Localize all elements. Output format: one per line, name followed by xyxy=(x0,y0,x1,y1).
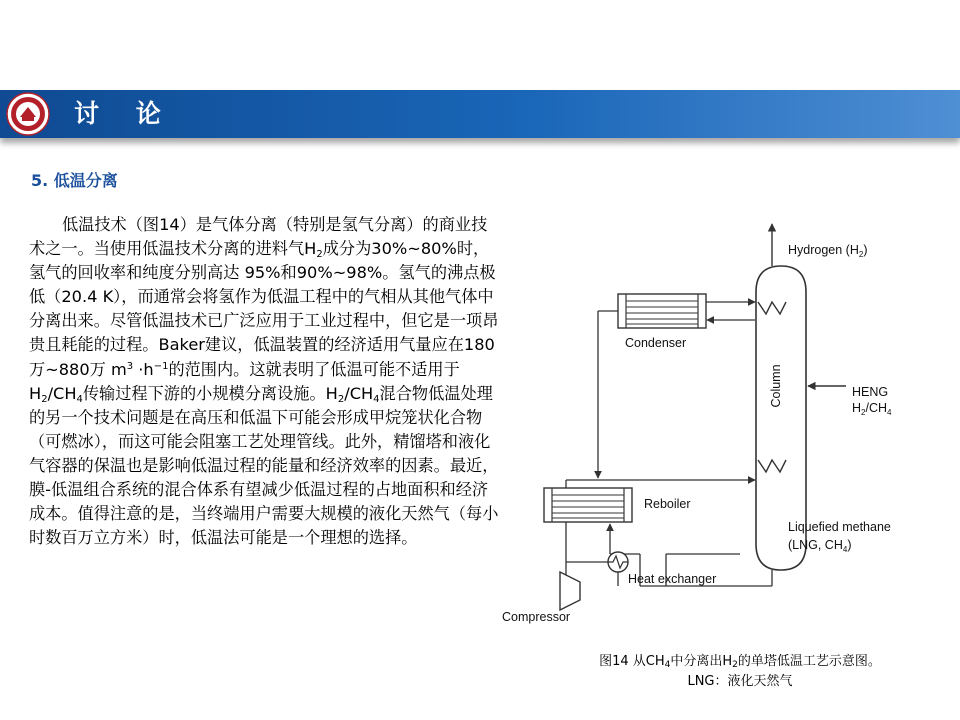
figure-caption xyxy=(540,652,940,692)
column-tray-bottom xyxy=(758,460,786,472)
heng-label: HENG xyxy=(852,385,889,399)
body-paragraph xyxy=(29,213,503,550)
reboiler-label: Reboiler xyxy=(644,497,691,511)
body-subscript: 2 xyxy=(41,393,48,405)
condenser xyxy=(618,294,706,328)
body-text-part: 低温技术（图14）是气体分离（特别是氢气分离）的商业技术之一。当使用低温技术分离的进料气H xyxy=(29,215,488,259)
body-text-part: 成分为30%~80%时，氢气的回收率和纯度分别高达 95%和90%~98%。氢气的沸点极低（20.4 K），而通常会将氢作为低温工程中的气相从其他气体中分离出来。尽管低温技术已广泛应用于工业过程中，但它是一项昂贵且耗能的过程。Baker建议，低温装置的经济适用气量应在180万~880万 m xyxy=(29,239,499,379)
compressor xyxy=(560,572,580,610)
body-text-part: /CH xyxy=(344,383,374,403)
body-text-part: 的范围内。这就表明了低温可能不适用于H xyxy=(29,359,460,403)
hydrogen-label: Hydrogen $(H_2)$ xyxy=(788,243,868,259)
body-text-part: ·h xyxy=(133,359,154,379)
caption-line-1: 图14 从$CH_4$中分离出$H_2$的单塔低温工艺示意图。 xyxy=(599,654,881,670)
compressor-label: Compressor xyxy=(502,610,571,624)
body-superscript: −1 xyxy=(153,360,169,372)
reboiler xyxy=(544,488,632,522)
heat-exchanger-label: Heat exchanger xyxy=(628,572,717,586)
page-title: 讨 论 xyxy=(74,99,175,128)
column-label: Column xyxy=(769,364,783,408)
body-subscript: 4 xyxy=(76,393,83,405)
liquefied-methane-label: Liquefied methane xyxy=(788,520,891,534)
body-text-part: 混合物低温处理的另一个技术问题是在高压和低温下可能会形成甲烷笼状化合物（可燃冰），而这可能会阻塞工艺处理管线。此外，精馏塔和液化气容器的保温也是影响低温过程的能量和经济效率的因素。最近，膜-低温组合系统的混合体系有望减少低温过程的占地面积和经济成本。值得注意的是，当终端用户需要大规模的液化天然气（每小时数百万立方米）时，低温法可能是一个理想的选择。 xyxy=(29,383,499,548)
body-subscript: 2 xyxy=(337,393,345,405)
heng-composition: $H_2/CH_4$ xyxy=(852,401,892,417)
body-subscript: 4 xyxy=(373,393,380,405)
body-superscript: 3 xyxy=(126,360,134,372)
header-bar xyxy=(0,90,960,138)
caption-line-2: LNG：液化天然气 xyxy=(687,674,793,689)
section-heading: 5. 低温分离 xyxy=(31,171,118,190)
body-subscript: 2 xyxy=(316,249,323,261)
body-text-part: /CH xyxy=(47,383,77,403)
column-tray-top xyxy=(758,302,786,314)
process-diagram xyxy=(500,210,940,630)
condenser-label: Condenser xyxy=(625,336,687,350)
lng-label: (LNG, $CH_4$) xyxy=(788,538,852,554)
university-logo xyxy=(6,92,50,136)
body-text-part: 传输过程下游的小规模分离设施。H xyxy=(82,383,338,403)
